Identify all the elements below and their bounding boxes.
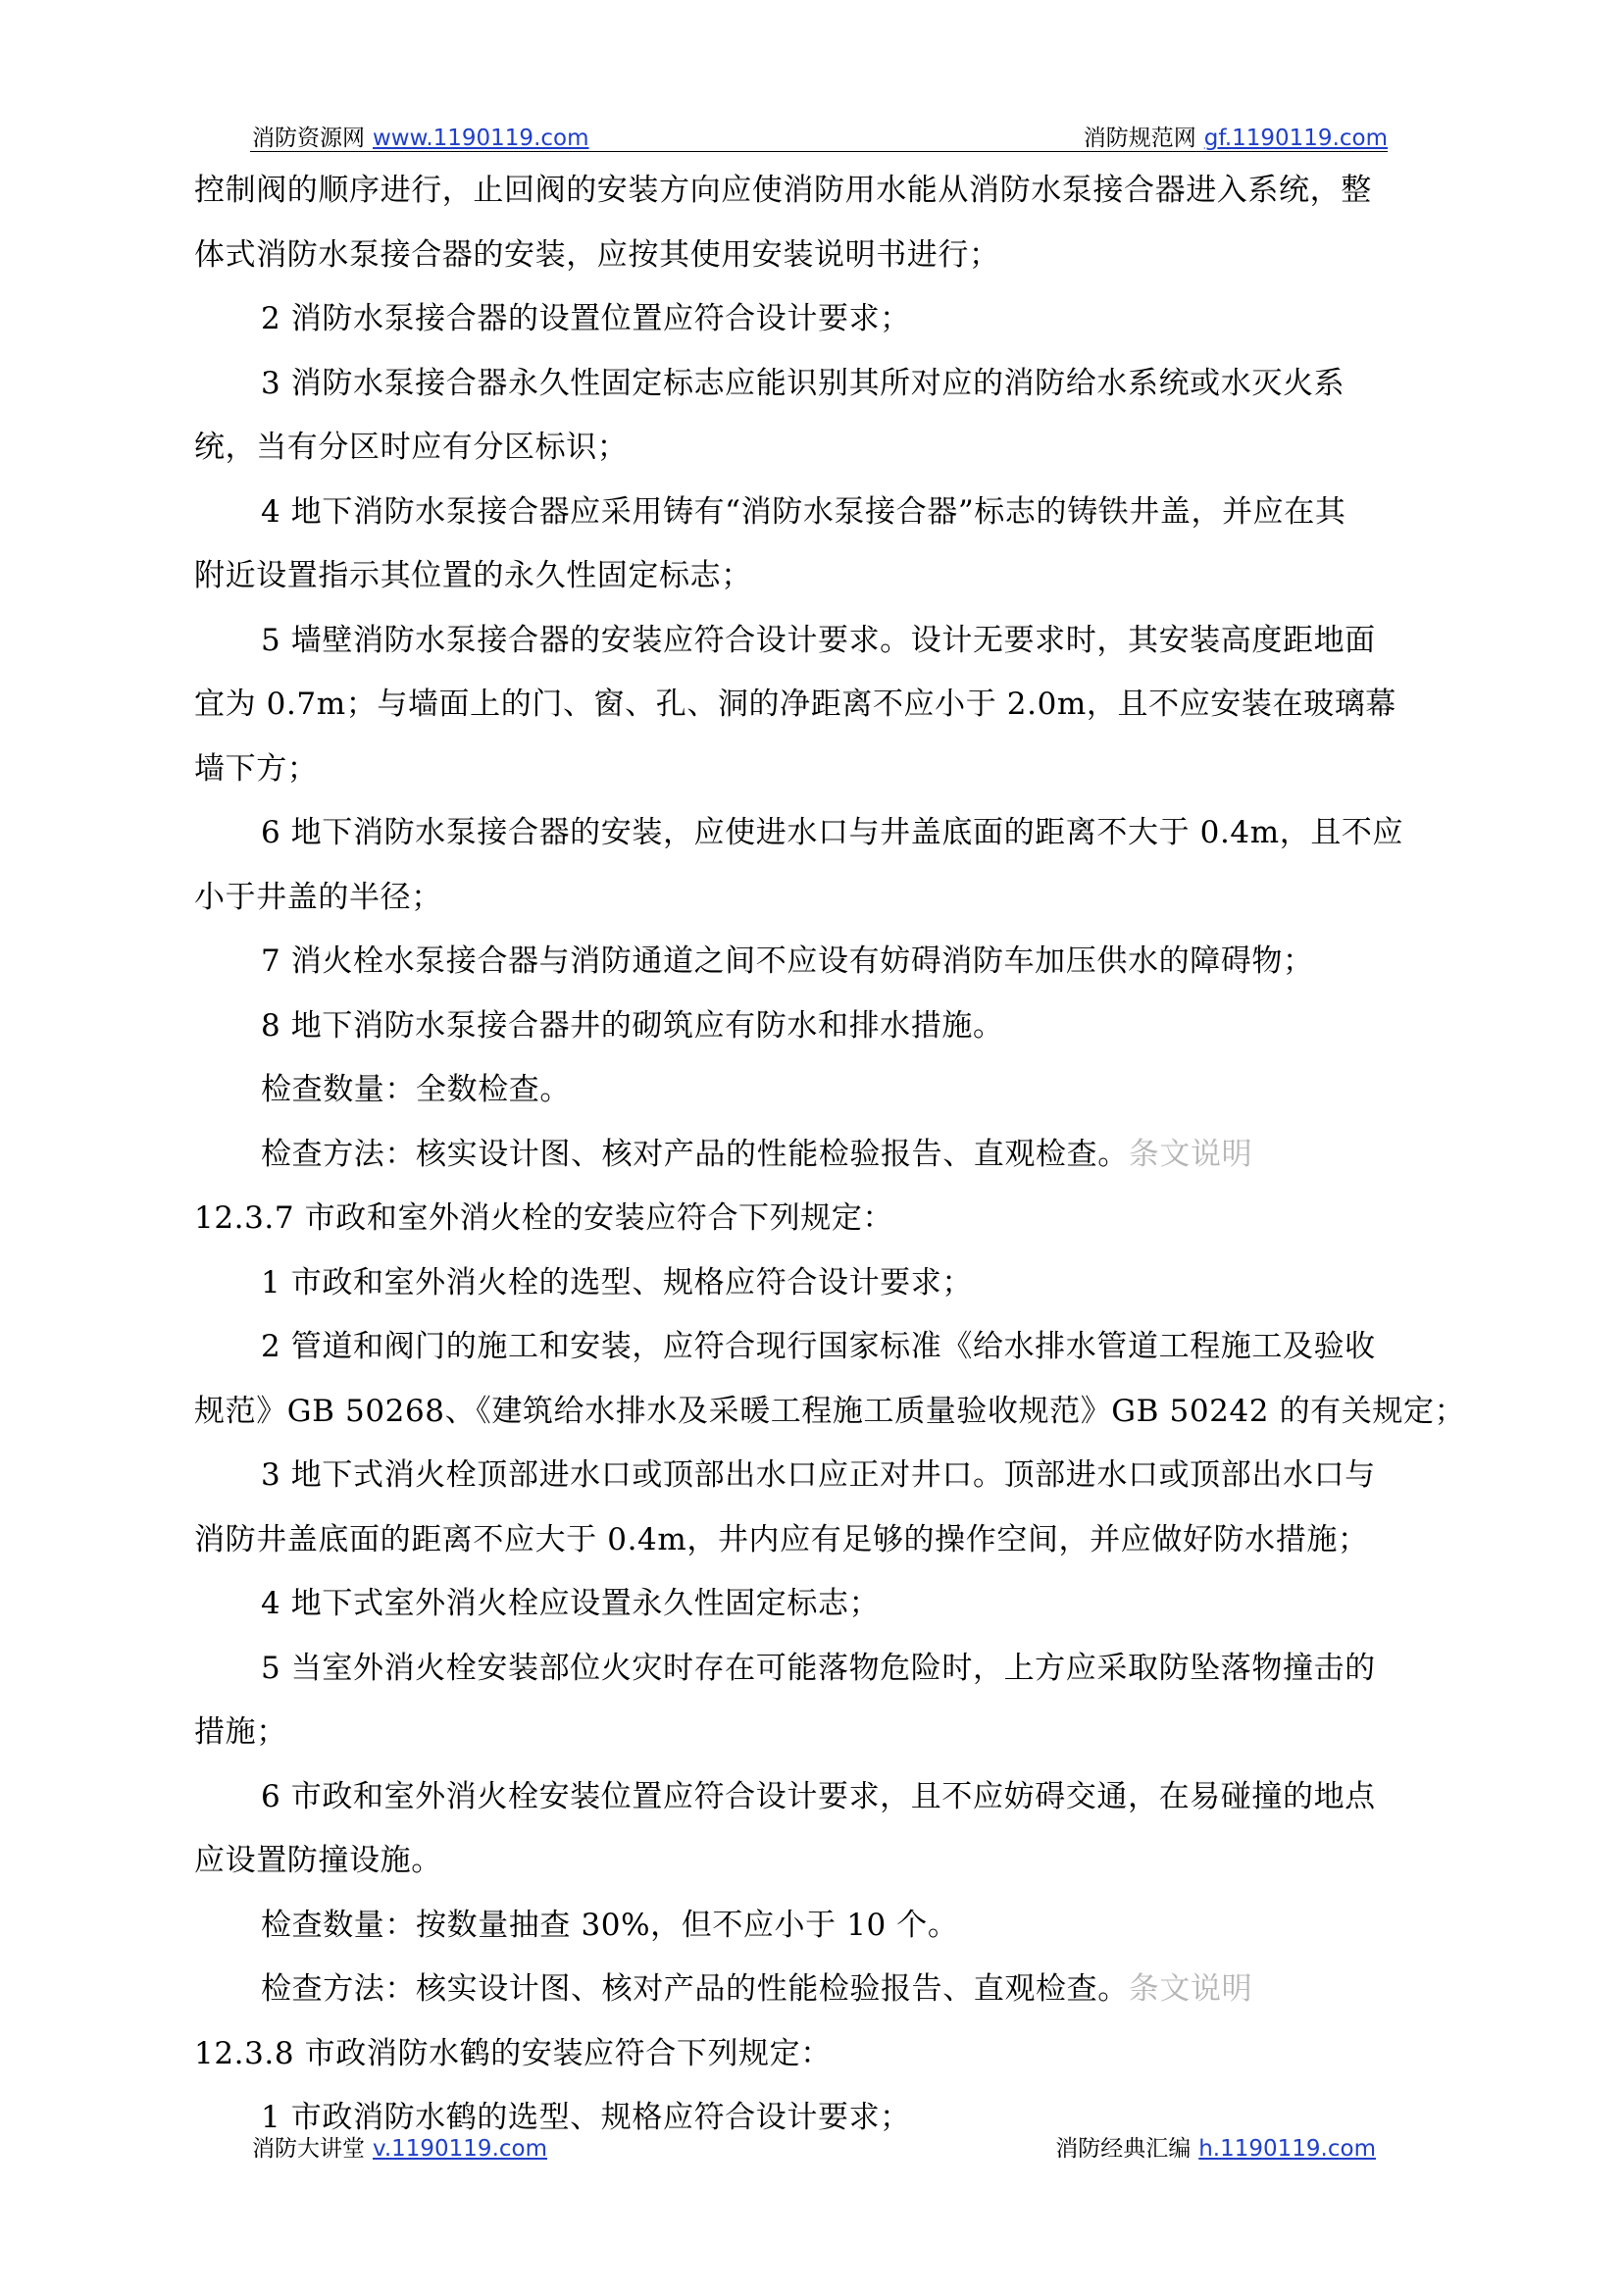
page-header [250, 116, 1388, 152]
footer-right [1055, 2130, 1376, 2163]
inspection-method [194, 1133, 1440, 1176]
list-item: 5 墙壁消防水泵接合器的安装应符合设计要求。设计无要求时，其安装高度距地面 [261, 622, 1376, 658]
text-line: 控制阀的顺序进行，止回阀的安装方向应使消防用水能从消防水泵接合器进入系统，整 [194, 173, 1372, 208]
header-left [252, 120, 589, 152]
footer-left [252, 2130, 547, 2163]
text-line: 宜为 0.7m；与墙面上的门、窗、孔、洞的净距离不应小于 2.0m，且不应安装在玻璃幕 [194, 687, 1396, 722]
text-line: 应设置防撞设施。 [194, 1843, 442, 1878]
text-line: 体式消防水泵接合器的安装，应按其使用安装说明书进行； [194, 236, 1000, 273]
text-line: 规范》GB 50268、《建筑给水排水及采暖工程施工质量验收规范》GB 50242 的有关规定； [194, 1393, 1466, 1429]
clause-note-link[interactable]: 条文说明 [1128, 1971, 1253, 2007]
text-line: 消防井盖底面的距离不应大于 0.4m，井内应有足够的操作空间，并应做好防水措施； [194, 1521, 1369, 1557]
inspection-quantity: 检查数量：全数检查。 [261, 1072, 571, 1107]
text-line: 统，当有分区时应有分区标识； [194, 430, 629, 465]
list-item: 2 消防水泵接合器的设置位置应符合设计要求； [261, 301, 911, 336]
list-item: 2 管道和阀门的施工和安装，应符合现行国家标准《给水排水管道工程施工及验收 [261, 1329, 1376, 1364]
header-left-site-name: 消防资源网 [252, 126, 365, 151]
list-item: 3 地下式消火栓顶部进水口或顶部出水口应正对井口。顶部进水口或顶部出水口与 [261, 1457, 1376, 1493]
list-item: 3 消防水泵接合器永久性固定标志应能识别其所对应的消防给水系统或水灭火系 [261, 365, 1345, 401]
header-right-link[interactable]: gf.1190119.com [1203, 126, 1388, 151]
inspection-method [194, 1967, 1440, 2011]
document-body [194, 169, 1466, 2139]
footer-right-site-name: 消防经典汇编 [1055, 2136, 1192, 2162]
section-heading: 12.3.7 市政和室外消火栓的安装应符合下列规定： [194, 1200, 894, 1236]
page-footer [250, 2126, 1388, 2162]
list-item: 4 地下式室外消火栓应设置永久性固定标志； [261, 1586, 881, 1621]
list-item: 5 当室外消火栓安装部位火灾时存在可能落物危险时，上方应采取防坠落物撞击的 [261, 1650, 1376, 1686]
header-left-link[interactable]: www.1190119.com [373, 126, 589, 151]
text-line: 附近设置指示其位置的永久性固定标志； [194, 558, 752, 593]
footer-left-link[interactable]: v.1190119.com [373, 2136, 548, 2162]
text-line: 墙下方； [194, 750, 319, 787]
list-item: 6 市政和室外消火栓安装位置应符合设计要求，且不应妨碍交通，在易碰撞的地点 [261, 1778, 1376, 1814]
inspection-method-text: 检查方法：核实设计图、核对产品的性能检验报告、直观检查。 [261, 1971, 1129, 2007]
footer-right-link[interactable]: h.1190119.com [1198, 2136, 1376, 2162]
list-item: 6 地下消防水泵接合器的安装，应使进水口与井盖底面的距离不大于 0.4m，且不应 [261, 815, 1404, 850]
list-item: 8 地下消防水泵接合器井的砌筑应有防水和排水措施。 [261, 1007, 1004, 1044]
header-right-site-name: 消防规范网 [1083, 126, 1196, 151]
text-line: 措施； [194, 1714, 287, 1750]
list-item: 1 市政消防水鹤的选型、规格应符合设计要求； [261, 2100, 911, 2135]
inspection-quantity: 检查数量：按数量抽查 30%，但不应小于 10 个。 [261, 1907, 959, 1943]
clause-note-link[interactable]: 条文说明 [1128, 1136, 1253, 1172]
inspection-method-text: 检查方法：核实设计图、核对产品的性能检验报告、直观检查。 [261, 1136, 1129, 1172]
text-line: 小于井盖的半径； [194, 879, 442, 915]
list-item: 1 市政和室外消火栓的选型、规格应符合设计要求； [261, 1264, 973, 1300]
list-item: 4 地下消防水泵接合器应采用铸有“消防水泵接合器”标志的铸铁井盖，并应在其 [261, 493, 1346, 530]
list-item: 7 消火栓水泵接合器与消防通道之间不应设有妨碍消防车加压供水的障碍物； [261, 943, 1314, 979]
section-heading: 12.3.8 市政消防水鹤的安装应符合下列规定： [194, 2035, 832, 2071]
footer-left-site-name: 消防大讲堂 [252, 2136, 365, 2162]
header-right [1084, 120, 1388, 152]
